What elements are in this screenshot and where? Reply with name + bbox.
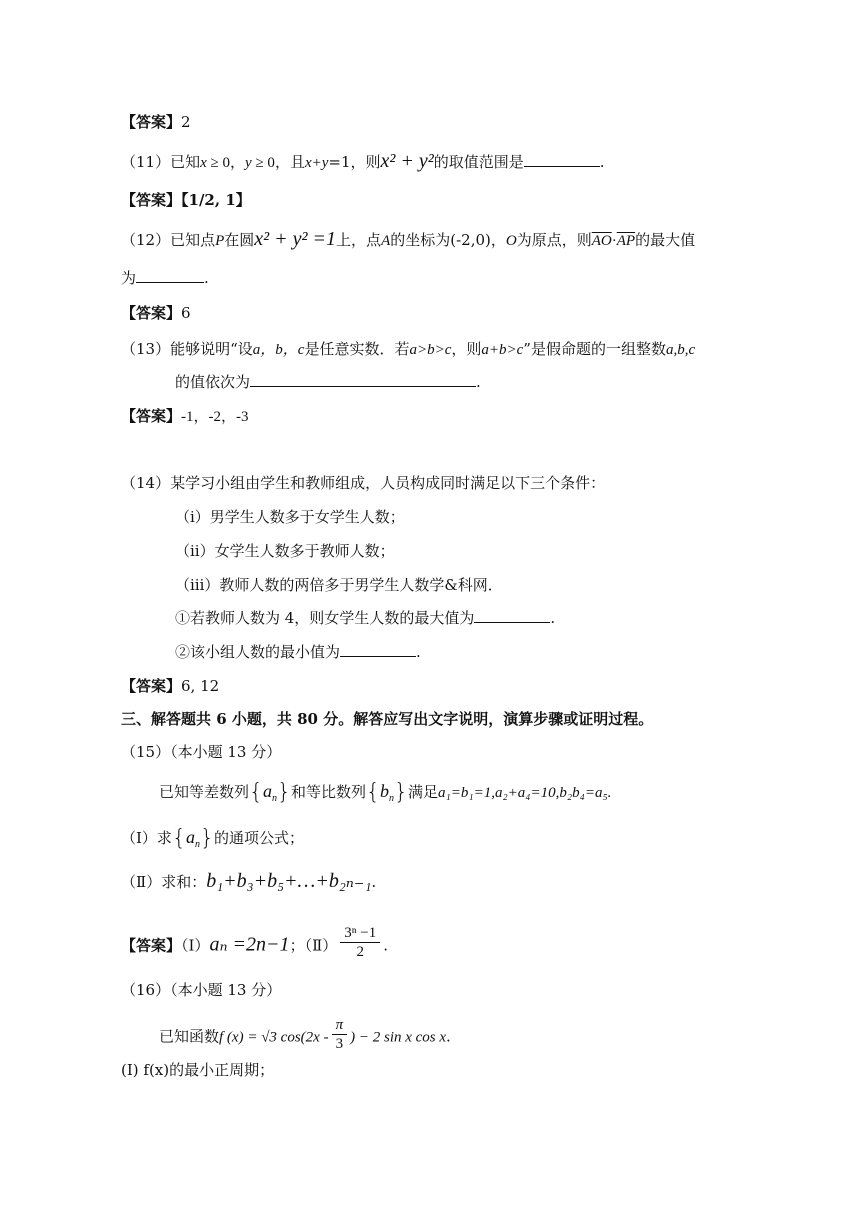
question-text: 的取值范围是: [433, 153, 524, 171]
question-number: （13）: [121, 340, 171, 358]
question-number: （11）: [121, 153, 171, 171]
question-number: （14）: [121, 474, 171, 492]
math-var: O: [505, 233, 517, 249]
question-text: ，且: [274, 153, 305, 171]
section-title: 三、解答题共 6 小题，共 80 分。解答应写出文字说明，演算步骤或证明过程。: [121, 710, 654, 728]
question-text: （Ⅱ）求和：: [121, 873, 207, 891]
math-var: A: [381, 233, 391, 249]
question-text: ，: [230, 153, 246, 171]
question-text: 已知等差数列: [159, 783, 250, 801]
vector-ap: $\overline{AP}$: [616, 233, 636, 249]
math-expr: a+b>c: [481, 342, 524, 358]
math-expr: aₙ =2n−1: [209, 933, 290, 956]
brace-left: {: [366, 780, 381, 805]
answer-11: [121, 189, 251, 211]
punctuation: .: [383, 936, 388, 955]
math-expr: a>b>c: [409, 342, 452, 358]
punctuation: .: [550, 609, 556, 627]
question-text: 能够说明“设: [170, 340, 253, 358]
math-subscript: n: [272, 793, 278, 804]
question-text: 是任意实数．若: [304, 340, 410, 358]
math-var: b: [380, 781, 390, 801]
punctuation: .: [476, 373, 481, 391]
question-16-part-1: (I) f(x)的最小正周期；: [121, 1061, 275, 1079]
math-expr: a₁=b₁=1,a₂+a₄=10,b₂b₄=a₅.: [438, 785, 612, 801]
math-var: y: [245, 155, 252, 171]
question-text: 的坐标为(-2,0)，: [390, 231, 506, 249]
question-text: 为: [121, 269, 137, 287]
question-11: [121, 150, 605, 174]
math-op: ·: [611, 233, 617, 249]
math-expr: ) − 2 sin x cos x: [350, 1029, 447, 1046]
math-expr: a,b,c: [665, 342, 696, 358]
answer-label: 【答案】: [121, 407, 182, 425]
answer-12: [121, 302, 191, 324]
question-16: [159, 1019, 451, 1056]
question-12-cont: [121, 267, 209, 289]
question-15-header: （15）（本小题 13 分）: [121, 743, 282, 761]
brace-right: }: [199, 826, 214, 851]
question-text: ②该小组人数的最小值为: [175, 643, 341, 661]
answer-14: [121, 675, 219, 697]
fraction: [332, 1016, 348, 1053]
answer-value: 【1/2, 1】: [181, 191, 251, 209]
answer-blank[interactable]: [136, 268, 204, 283]
math-var: x: [200, 155, 207, 171]
answer-label: 【答案】: [121, 113, 182, 131]
question-16-header: （16）（本小题 13 分）: [121, 981, 282, 999]
question-12: [121, 228, 695, 252]
answer-blank[interactable]: [474, 608, 550, 623]
question-14: [121, 472, 605, 494]
math-expr: ≥ 0: [206, 155, 231, 171]
question-text: 的通项公式；: [213, 829, 304, 847]
sub-question-1: [175, 607, 555, 629]
brace-right: }: [394, 780, 409, 805]
math-var: a: [263, 781, 273, 801]
math-expr: a，b，c: [252, 342, 305, 358]
question-15-part-2: [121, 870, 376, 893]
question-text: 的最大值: [635, 231, 696, 249]
answer-part: （Ⅰ）: [181, 936, 210, 955]
fraction: [340, 924, 380, 961]
question-text: 某学习小组由学生和教师组成，人员构成同时满足以下三个条件：: [170, 474, 606, 492]
math-expr: b₁+b₃+b₅+…+b₂ₙ₋₁: [206, 870, 372, 892]
question-text: 上，点: [336, 231, 382, 249]
answer-13: [121, 405, 249, 428]
math-var: P: [215, 233, 225, 249]
brace-right: }: [277, 780, 292, 805]
answer-label: 【答案】: [121, 677, 182, 695]
brace-left: {: [249, 780, 264, 805]
math-expr: x+y: [304, 155, 329, 171]
condition-1: （ⅰ）男学生人数多于女学生人数；: [175, 508, 405, 526]
punctuation: .: [599, 153, 605, 171]
punctuation: .: [204, 269, 209, 287]
question-text: ，则: [451, 340, 482, 358]
answer-blank[interactable]: [250, 372, 476, 387]
answer-value: -1，-2，-3: [181, 409, 249, 425]
fraction-numerator: π: [332, 1016, 348, 1035]
answer-10: [121, 111, 191, 133]
condition-2: （ⅱ）女学生人数多于教师人数；: [175, 542, 395, 560]
math-expr: ≥ 0: [251, 155, 275, 171]
fraction-denominator: 3: [335, 1036, 344, 1052]
answer-value: 2: [181, 113, 191, 131]
answer-15: [121, 925, 388, 965]
punctuation: .: [371, 873, 377, 891]
math-expr: x² + y²: [380, 150, 434, 172]
sub-question-2: [175, 641, 421, 663]
answer-label: 【答案】: [121, 191, 182, 209]
answer-value: 6, 12: [181, 677, 220, 695]
question-text: 已知: [170, 153, 201, 171]
punctuation: .: [446, 1027, 451, 1046]
answer-label: 【答案】: [121, 304, 182, 322]
question-15-part-1: [121, 826, 304, 856]
question-text: 满足: [408, 783, 439, 801]
math-expr: f (x) = √3 cos(2x -: [219, 1029, 329, 1046]
answer-value: 6: [181, 304, 191, 322]
question-text: 已知函数: [159, 1027, 220, 1046]
answer-label: 【答案】: [121, 936, 182, 955]
question-text: ①若教师人数为 4，则女学生人数的最大值为: [175, 609, 475, 627]
math-subscript: n: [194, 839, 200, 850]
question-text: 的值依次为: [175, 373, 251, 391]
answer-blank[interactable]: [340, 642, 416, 657]
question-15: [159, 780, 611, 810]
question-number: （12）: [121, 231, 171, 249]
question-13: [121, 338, 695, 361]
question-13-cont: [175, 371, 481, 393]
question-text: 在圆: [224, 231, 255, 249]
question-text: 已知点: [170, 231, 216, 249]
question-text: =1，则: [328, 153, 381, 171]
answer-blank[interactable]: [524, 152, 600, 167]
question-text: ”是假命题的一组整数: [523, 340, 666, 358]
question-text: （Ⅰ）求: [121, 829, 172, 847]
fraction-numerator: 3ⁿ −1: [340, 924, 380, 943]
condition-3: （ⅲ）教师人数的两倍多于男学生人数学&科网．: [175, 576, 503, 594]
punctuation: .: [416, 643, 421, 661]
question-text: 和等比数列: [291, 783, 367, 801]
math-subscript: n: [389, 793, 395, 804]
question-text: 为原点，则: [516, 231, 592, 249]
math-expr: x² + y² =1: [254, 228, 337, 250]
brace-left: {: [171, 826, 186, 851]
answer-part: ；（Ⅱ）: [289, 936, 338, 955]
fraction-denominator: 2: [356, 944, 364, 960]
vector-ao: $\overline{AO}$: [591, 233, 612, 249]
math-var: a: [185, 827, 195, 847]
